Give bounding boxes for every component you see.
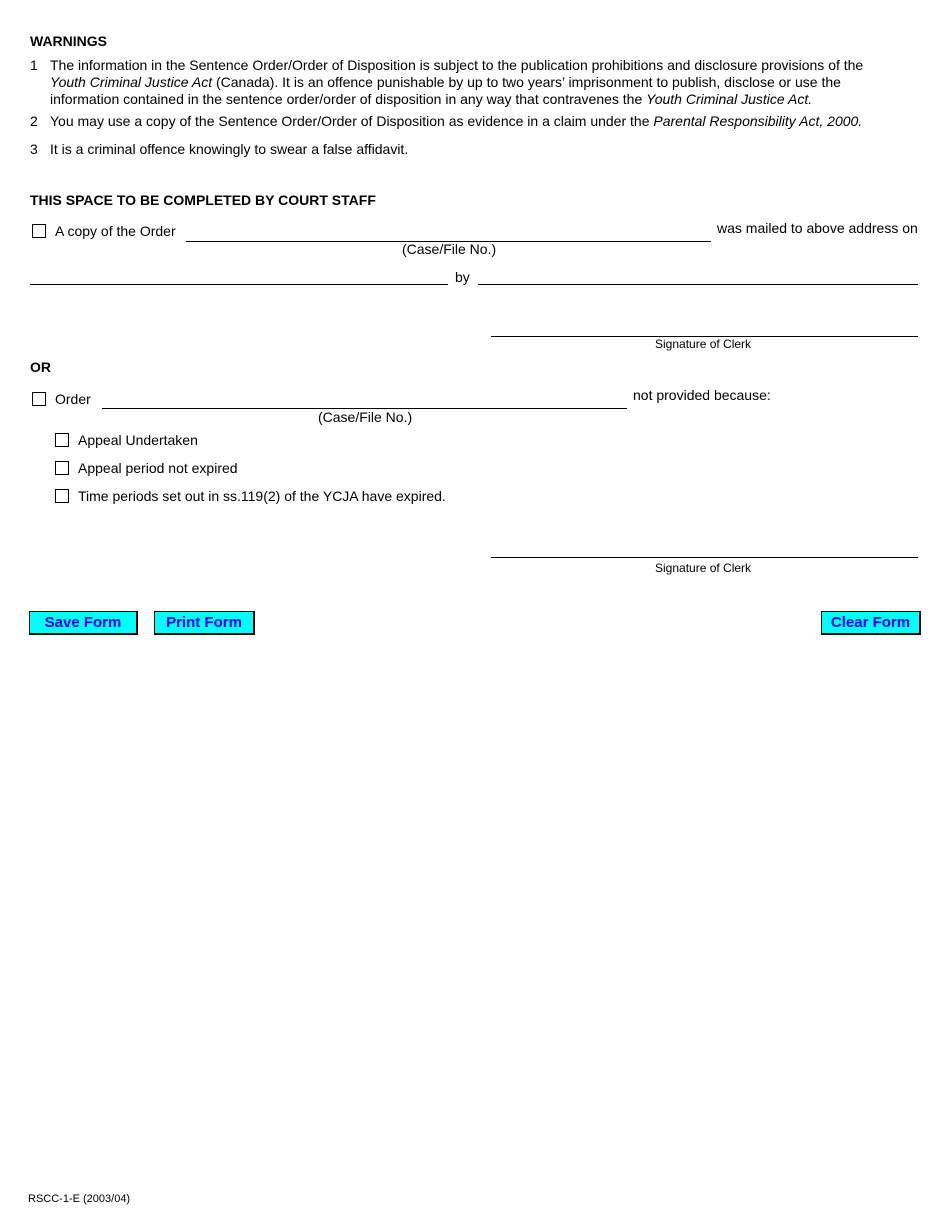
- warning-number: 1: [30, 57, 38, 73]
- or-label: OR: [30, 359, 51, 375]
- copy-of-order-label: A copy of the Order: [55, 223, 176, 239]
- signature-caption: Signature of Clerk: [655, 337, 752, 351]
- warning-number: 3: [30, 141, 38, 157]
- case-file-caption: (Case/File No.): [318, 409, 413, 425]
- reason-label: Appeal period not expired: [78, 460, 238, 476]
- not-provided-label: not provided because:: [633, 387, 771, 403]
- warning-number: 2: [30, 113, 38, 129]
- save-form-button[interactable]: Save Form: [29, 611, 138, 635]
- warning-text: The information in the Sentence Order/Order of Disposition is subject to the publication prohibitions and disclosure provisions of the Youth Criminal Justice Act (Canada). It is an offence punishable by up to two years’ imprisonment to publish, disclose or use the information contained in the sentence order/order of disposition in any way that contravenes the Youth Criminal Justice Act.: [50, 57, 864, 107]
- warnings-heading: WARNINGS: [30, 33, 107, 49]
- signature-caption: Signature of Clerk: [655, 561, 752, 575]
- mailed-date-field[interactable]: [30, 284, 448, 285]
- order-not-provided-checkbox[interactable]: [32, 392, 46, 406]
- case-file-caption: (Case/File No.): [402, 241, 497, 257]
- order-label: Order: [55, 391, 91, 407]
- print-form-button[interactable]: Print Form: [154, 611, 255, 635]
- appeal-period-checkbox[interactable]: [55, 461, 69, 475]
- form-code: RSCC-1-E (2003/04): [28, 1193, 131, 1205]
- mailed-by-field[interactable]: [478, 284, 918, 285]
- reason-label: Time periods set out in ss.119(2) of the YCJA have expired.: [78, 488, 446, 504]
- mailed-address-label: was mailed to above address on: [717, 220, 918, 236]
- copy-mailed-checkbox[interactable]: [32, 224, 46, 238]
- warning-text: It is a criminal offence knowingly to swear a false affidavit.: [50, 141, 409, 157]
- time-periods-checkbox[interactable]: [55, 489, 69, 503]
- appeal-undertaken-checkbox[interactable]: [55, 433, 69, 447]
- warning-text: You may use a copy of the Sentence Order/Order of Disposition as evidence in a claim under the Parental Responsibility Act, 2000.: [50, 113, 863, 129]
- court-staff-heading: THIS SPACE TO BE COMPLETED BY COURT STAFF: [30, 192, 376, 208]
- by-label: by: [455, 269, 470, 285]
- clerk-signature-line[interactable]: [491, 557, 918, 558]
- reason-label: Appeal Undertaken: [78, 432, 198, 448]
- clear-form-button[interactable]: Clear Form: [821, 611, 921, 635]
